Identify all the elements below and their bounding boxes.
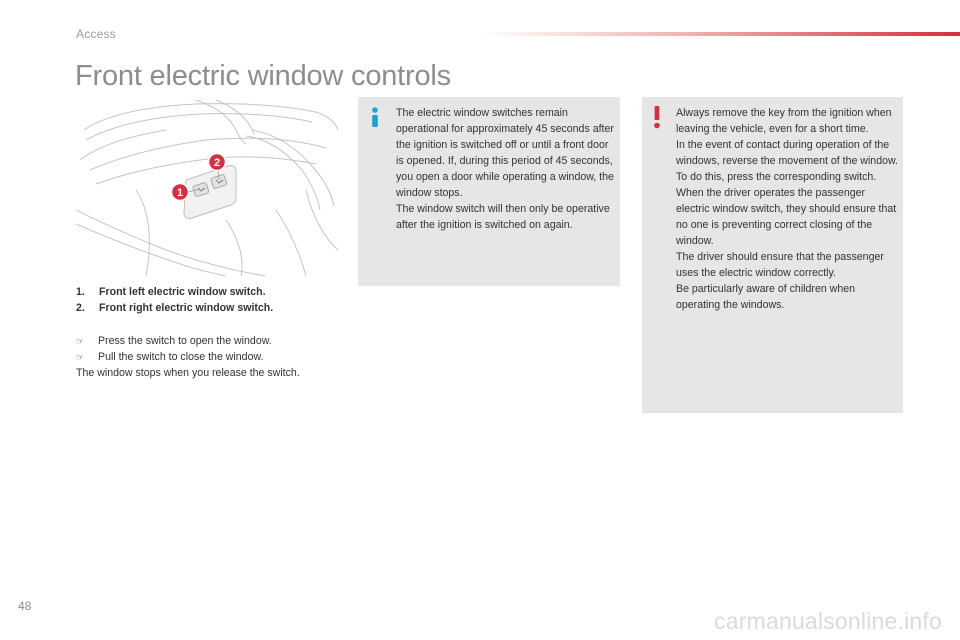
door-outline xyxy=(86,114,312,140)
armrest-outline xyxy=(90,138,326,170)
callout-1 xyxy=(172,184,189,201)
switch-panel xyxy=(184,166,236,219)
bullet-icon: ☞ xyxy=(76,336,85,346)
warning-paragraph: Be particularly aware of children when operating the windows. xyxy=(676,283,856,311)
section-label: Access xyxy=(76,27,116,41)
bullet-icon: ☞ xyxy=(76,352,85,362)
legend-number: 1. xyxy=(76,286,85,298)
handle-outline xyxy=(196,100,246,144)
info-box xyxy=(358,97,620,286)
info-text xyxy=(396,105,618,233)
legend-number: 2. xyxy=(76,302,85,314)
callout-2 xyxy=(209,154,226,171)
instruction-item xyxy=(76,333,351,349)
instruction-text: Press the switch to open the window. xyxy=(98,335,272,347)
legend-text: Front left electric window switch. xyxy=(99,286,266,298)
door-outline xyxy=(80,130,166,160)
warning-box xyxy=(642,97,903,413)
instruction-item xyxy=(76,349,351,365)
page-title: Front electric window controls xyxy=(75,60,451,92)
legend xyxy=(76,284,346,316)
warning-paragraph: The driver should ensure that the passenger uses the electric window correctly. xyxy=(676,251,884,279)
instructions xyxy=(76,333,351,381)
callout-2-label: 2 xyxy=(213,157,221,169)
watermark: carmanualsonline.info xyxy=(714,608,942,634)
instruction-text: Pull the switch to close the window. xyxy=(98,351,264,363)
warning-text xyxy=(676,105,900,313)
callout-1-label: 1 xyxy=(176,187,184,199)
page-number: 48 xyxy=(18,599,32,613)
legend-text: Front right electric window switch. xyxy=(99,302,274,314)
warning-icon xyxy=(651,105,663,129)
door-lines xyxy=(276,210,306,276)
instruction-note: The window stops when you release the switch. xyxy=(76,367,300,379)
door-lines xyxy=(136,190,149,276)
info-paragraph: The electric window switches remain operational for approximately 45 seconds after the ignition is switched off or until a front door is opened. If, during this period of 45 seconds, you open a door while operating a window, the window stops. xyxy=(396,107,614,199)
door-lines xyxy=(226,220,242,276)
warning-paragraph: When the driver operates the passenger electric window switch, they should ensure that no one is preventing correct closing of the window. xyxy=(676,187,897,247)
info-paragraph: The window switch will then only be operative after the ignition is switched on again. xyxy=(396,203,610,231)
header-accent-bar xyxy=(480,32,960,36)
door-lines xyxy=(306,190,338,250)
door-lines xyxy=(76,224,226,276)
warning-paragraph: Always remove the key from the ignition when leaving the vehicle, even for a short time. xyxy=(676,107,892,135)
info-icon xyxy=(368,106,382,128)
legend-item xyxy=(76,300,346,316)
warning-paragraph: In the event of contact during operation of the windows, reverse the movement of the window. To do this, press the corresponding switch. xyxy=(676,139,898,183)
legend-item xyxy=(76,284,346,300)
door-switch-illustration xyxy=(76,100,338,276)
